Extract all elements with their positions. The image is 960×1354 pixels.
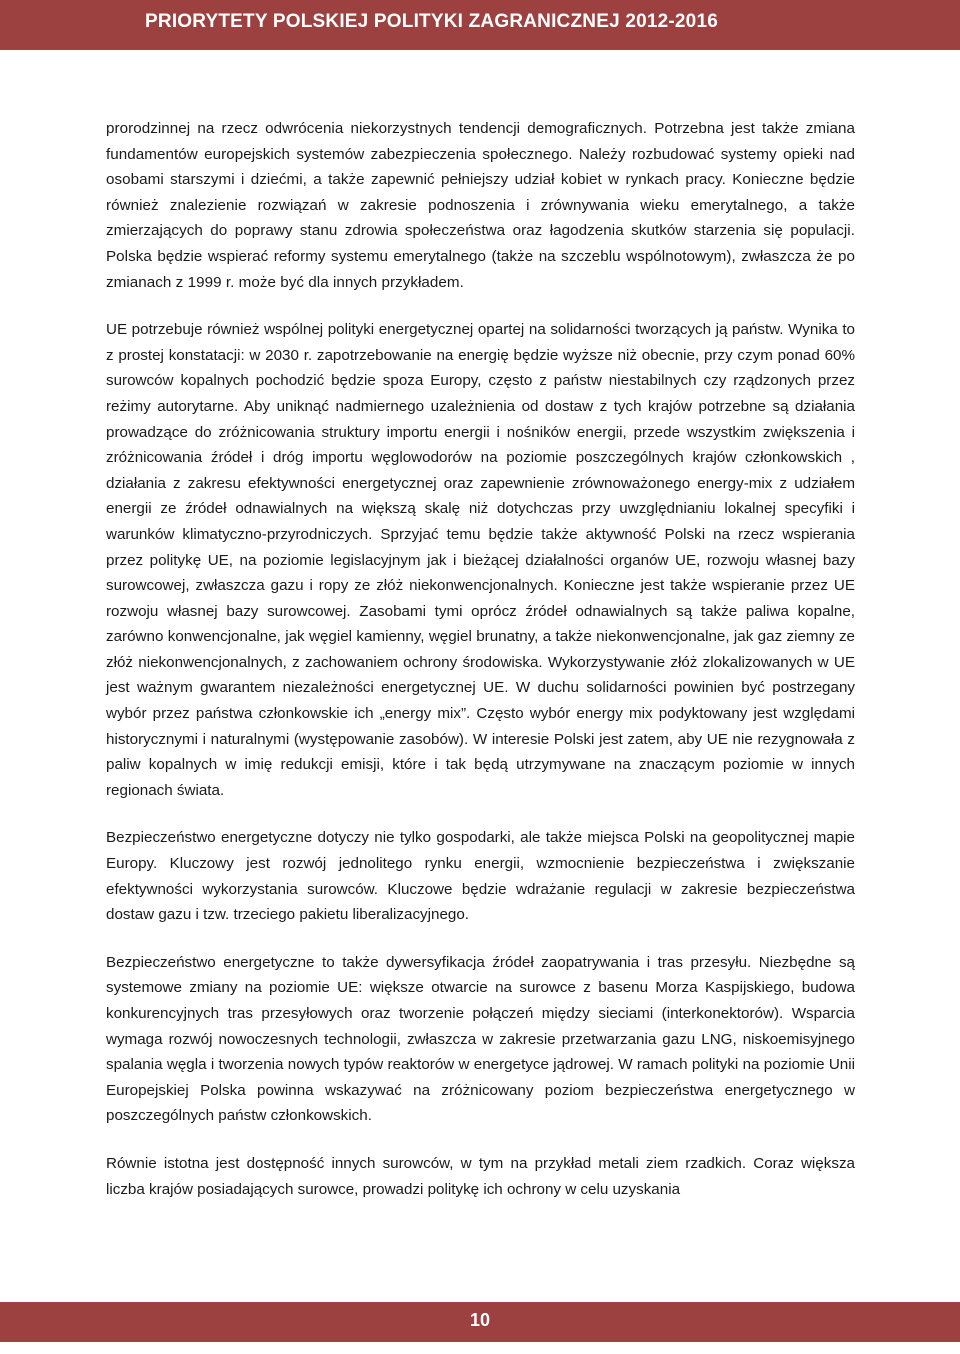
running-header-title: PRIORYTETY POLSKIEJ POLITYKI ZAGRANICZNEJ 2012-2016 (145, 11, 718, 32)
paragraph-energy-policy: UE potrzebuje również wspólnej polityki energetycznej opartej na solidarności tworzących ją państw. Wynika to z prostej konstatacji: w 2030 r. zapotrzebowanie na energię będzie wyższe niż obecnie, przy czym ponad 60% surowców kopalnych pochodzić będzie spoza Europy, często z państw niestabilnych czy rządzonych przez reżimy autorytarne. Aby uniknąć nadmiernego uzależnienia od dostaw z tych krajów potrzebne są działania prowadzące do zróżnicowania struktury importu energii i nośników energii, przede wszystkim zwiększenia i zróżnicowania źródeł i dróg importu węglowodorów na poziomie poszczególnych krajów członkowskich , działania z zakresu efektywności energetycznej oraz zapewnienie zrównoważonego energy-mix z udziałem energii ze źródeł odnawialnych na większą skalę niż dotychczas przy uwzględnianiu lokalnej specyfiki i warunków klimatyczno-przyrodniczych. Sprzyjać temu będzie także aktywność Polski na rzecz wspierania przez politykę UE, na poziomie legislacyjnym jak i bieżącej działalności organów UE, rozwoju własnej bazy surowcowej, zwłaszcza gazu i ropy ze złóż niekonwencjonalnych. Konieczne jest także wspieranie przez UE rozwoju własnej bazy surowcowej. Zasobami tymi oprócz źródeł odnawialnych są także paliwa kopalne, zarówno konwencjonalne, jak węgiel kamienny, węgiel brunatny, a także niekonwencjonalne, jak gaz ziemny ze złóż niekonwencjonalnych, z zachowaniem ochrony środowiska. Wykorzystywanie złóż zlokalizowanych w UE jest ważnym gwarantem niezależności energetycznej UE. W duchu solidarności powinien być postrzegany wybór przez państwa członkowskie ich „energy mix”. Często wybór energy mix podyktowany jest względami historycznymi i naturalnymi (występowanie zasobów). W interesie Polski jest zatem, aby UE nie rezygnowała z paliw kopalnych w imię redukcji emisji, które i tak będą utrzymywane na znaczącym poziomie w innych regionach świata. (106, 321, 855, 799)
page-number: 10 (469, 1310, 491, 1330)
paragraph-energy-security: Bezpieczeństwo energetyczne dotyczy nie tylko gospodarki, ale także miejsca Polski na geopolitycznej mapie Europy. Kluczowy jest rozwój jednolitego rynku energii, wzmocnienie bezpieczeństwa i zwiększanie efektywności wykorzystania surowców. Kluczowe będzie wdrażanie regulacji w zakresie bezpieczeństwa dostaw gazu i tzw. trzeciego pakietu liberalizacyjnego. (106, 829, 855, 924)
paragraph-demography: prorodzinnej na rzecz odwrócenia niekorzystnych tendencji demograficznych. Potrzebna jest także zmiana fundamentów europejskich systemów zabezpieczenia społecznego. Należy rozbudować systemy opieki nad osobami starszymi i dziećmi, a także zapewnić pełniejszy udział kobiet w rynkach pracy. Konieczne będzie również znalezienie rozwiązań w zakresie podnoszenia i zrównywania wieku emerytalnego, a także zmierzających do poprawy stanu zdrowia społeczeństwa oraz łagodzenia skutków starzenia się populacji. Polska będzie wspierać reformy systemu emerytalnego (także na szczeblu wspólnotowym), zwłaszcza że po zmianach z 1999 r. może być dla innych przykładem. (106, 120, 855, 291)
page-body (106, 116, 855, 1224)
paragraph-diversification: Bezpieczeństwo energetyczne to także dywersyfikacja źródeł zaopatrywania i tras przesyłu. Niezbędne są systemowe zmiany na poziomie UE: większe otwarcie na surowce z basenu Morza Kaspijskiego, budowa konkurencyjnych tras przesyłowych oraz tworzenie połączeń między sieciami (interkonektorów). Wsparcia wymaga rozwój nowoczesnych technologii, zwłaszcza w zakresie przetwarzania gazu LNG, niskoemisyjnego spalania węgla i tworzenia nowych typów reaktorów w energetyce jądrowej. W ramach polityki na poziomie Unii Europejskiej Polska powinna wskazywać na zróżnicowany poziom bezpieczeństwa energetycznego w poszczególnych państw członkowskich. (106, 953, 855, 1125)
paragraph-raw-materials: Równie istotna jest dostępność innych surowców, w tym na przykład metali ziem rzadkich. Coraz większa liczba krajów posiadających surowce, prowadzi politykę ich ochrony w celu uzyskania (106, 1154, 855, 1198)
